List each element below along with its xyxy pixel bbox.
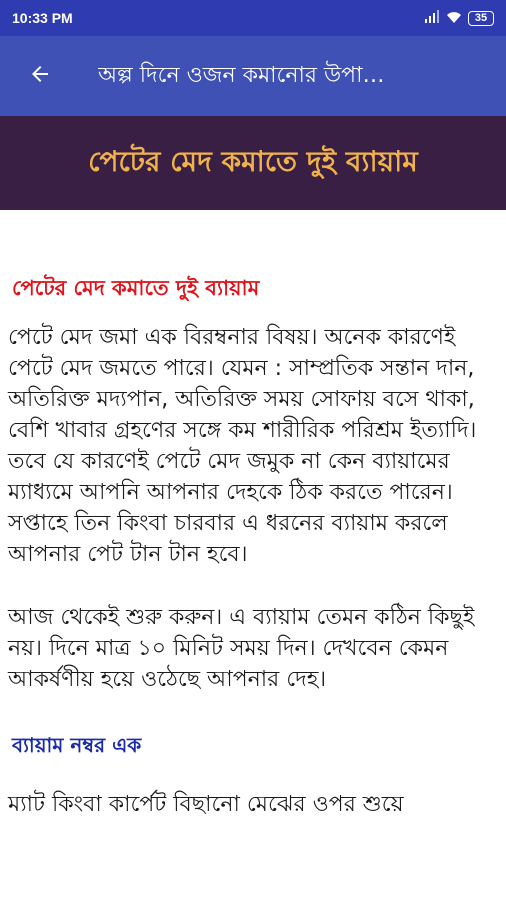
- article-content[interactable]: [0, 210, 506, 900]
- article-banner: [0, 116, 506, 210]
- article-heading: পেটের মেদ কমাতে দুই ব্যায়াম: [12, 276, 260, 300]
- article-paragraph-3: ম্যাট কিংবা কার্পেট বিছানো মেঝের ওপর শুয়ে: [8, 792, 404, 817]
- back-button[interactable]: [12, 48, 68, 104]
- wifi-icon: [446, 10, 462, 27]
- status-time: 10:33 PM: [12, 10, 73, 26]
- article-subheading: ব্যায়াম নম্বর এক: [12, 733, 142, 757]
- article-paragraph-2: আজ থেকেই শুরু করুন। এ ব্যায়াম তেমন কঠিন কিছুই নয়। দিনে মাত্র ১০ মিনিট সময় দিন। দেখবেন কেমন আকর্ষণীয় হয়ে ওঠেছে আপনার দেহ।: [8, 605, 475, 692]
- banner-title: পেটের মেদ কমাতে দুই ব্যায়াম: [88, 144, 418, 178]
- app-bar: [0, 36, 506, 116]
- status-bar: [0, 0, 506, 36]
- status-icons: [424, 10, 494, 27]
- battery-icon: 35: [468, 11, 494, 26]
- article-paragraph-1: পেটে মেদ জমা এক বিরম্বনার বিষয়। অনেক কারণেই পেটে মেদ জমতে পারে। যেমন : সাম্প্রতিক সন্তান দান, অতিরিক্ত মদ্যপান, অতিরিক্ত সময় সোফায় বসে থাকা, বেশি খাবার গ্রহণের সঙ্গে কম শারীরিক পরিশ্রম ইত্যাদি। তবে যে কারণেই পেটে মেদ জমুক না কেন ব্যায়ামের ম্যাধ্যমে আপনি আপনার দেহকে ঠিক করতে পারেন। সপ্তাহে তিন কিংবা চারবার এ ধরনের ব্যায়াম করলে আপনার পেট টান টান হবে।: [8, 325, 477, 567]
- arrow-left-icon: [28, 62, 52, 90]
- page-title: অল্প দিনে ওজন কমানোর উপা…: [98, 62, 385, 88]
- signal-icon: [424, 10, 440, 27]
